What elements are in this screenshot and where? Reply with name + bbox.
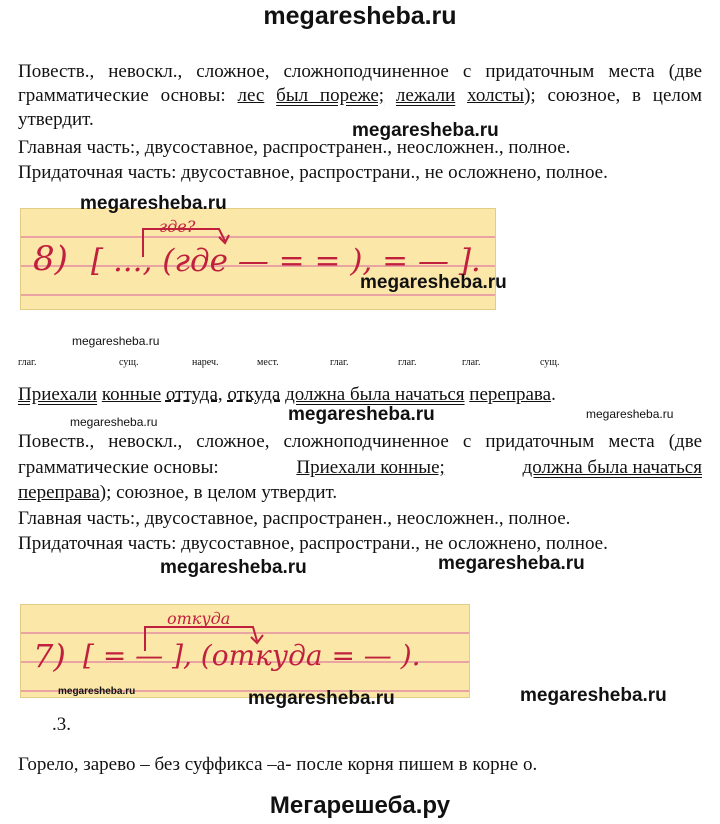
watermark: megaresheba.ru [72,334,160,348]
analysis-line-2c [18,481,337,505]
scheme-text: [ ..., (где — = = ), = — ]. [91,243,481,279]
predicate-word: лежали [395,85,456,106]
main-part-line-2: Главная часть:, двусоставное, распространен., неосложнен., полное. [18,508,571,529]
scheme-text: [ = — ], (откуда = — ). [83,639,421,672]
predicate-word: должна была начаться [285,384,465,405]
watermark: megaresheba.ru [520,685,667,706]
scheme-arrow-icon [139,217,239,259]
pos-label: глаг. [398,357,417,368]
pos-label: нареч. [192,357,219,368]
pos-label: глаг. [330,357,349,368]
watermark: megaresheba.ru [288,404,435,425]
adverbial-word: оттуда [165,384,218,405]
analysis-line-2a: Повеств., невоскл., сложное, сложноподчиненное с придаточным места (две [18,431,702,452]
pos-label: сущ. [119,357,139,368]
scheme-arrow-icon [141,613,271,653]
predicate-word: был пореже; [276,85,385,106]
pos-label: глаг. [462,357,481,368]
watermark: megaresheba.ru [438,553,585,574]
analyzed-sentence [18,383,556,407]
space [264,85,276,106]
space [384,85,396,106]
watermark: megaresheba.ru [352,120,499,141]
scheme-question: где? [159,217,196,236]
sub-part-line-1: Придаточная часть: двусоставное, распространи., не осложнено, полное. [18,162,608,183]
scheme-question: откуда [167,609,231,628]
space [455,85,467,106]
watermark: megaresheba.ru [586,407,674,421]
subject-word: конные [101,384,162,405]
watermark: megaresheba.ru [360,272,507,293]
subject-word: холсты [467,85,525,106]
grammar-base: Приехали конные; [296,457,445,478]
final-line: Горело, зарево – без суффикса –а- после корня пишем в корне о. [18,754,538,775]
pos-label: глаг. [18,357,37,368]
period: . [551,384,556,405]
watermark: megaresheba.ru [70,415,158,429]
subject-word: переправа [18,482,100,503]
handwritten-scheme-2 [20,604,470,698]
watermark: megaresheba.ru [58,686,136,697]
subject-word: лес [237,85,265,106]
analysis-text: ); союзное, в целом утвердит. [18,85,703,130]
comma: , [217,384,223,405]
main-part-line-1: Главная часть:, двусоставное, распространен., неосложнен., полное. [18,137,571,158]
watermark: megaresheba.ru [80,193,227,214]
analysis-text: Повеств., невоскл., сложное, сложноподчиненное с придаточным места (две грамматические основы: [18,61,702,106]
sub-part-line-2: Придаточная часть: двусоставное, распространи., не осложнено, полное. [18,533,608,554]
handwritten-scheme-1 [20,208,496,310]
scheme-number: 7) [33,637,66,675]
analysis-text: ); союзное, в целом утвердит. [99,482,338,503]
watermark: megaresheba.ru [160,557,307,578]
task-number: .3. [52,714,71,735]
scheme-number: 8) [33,239,68,279]
site-header: megaresheba.ru [263,2,457,30]
grammar-base: должна была начаться [522,457,702,478]
analysis-line-2b [18,456,702,480]
analysis-text: грамматические основы: [18,457,219,478]
subject-word: переправа [469,384,552,405]
adverbial-word: откуда [227,384,281,405]
pos-label: мест. [257,357,279,368]
pos-label: сущ. [540,357,560,368]
site-footer: Мегарешеба.ру [269,792,451,819]
predicate-word: Приехали [18,384,98,405]
watermark: megaresheba.ru [248,688,395,709]
